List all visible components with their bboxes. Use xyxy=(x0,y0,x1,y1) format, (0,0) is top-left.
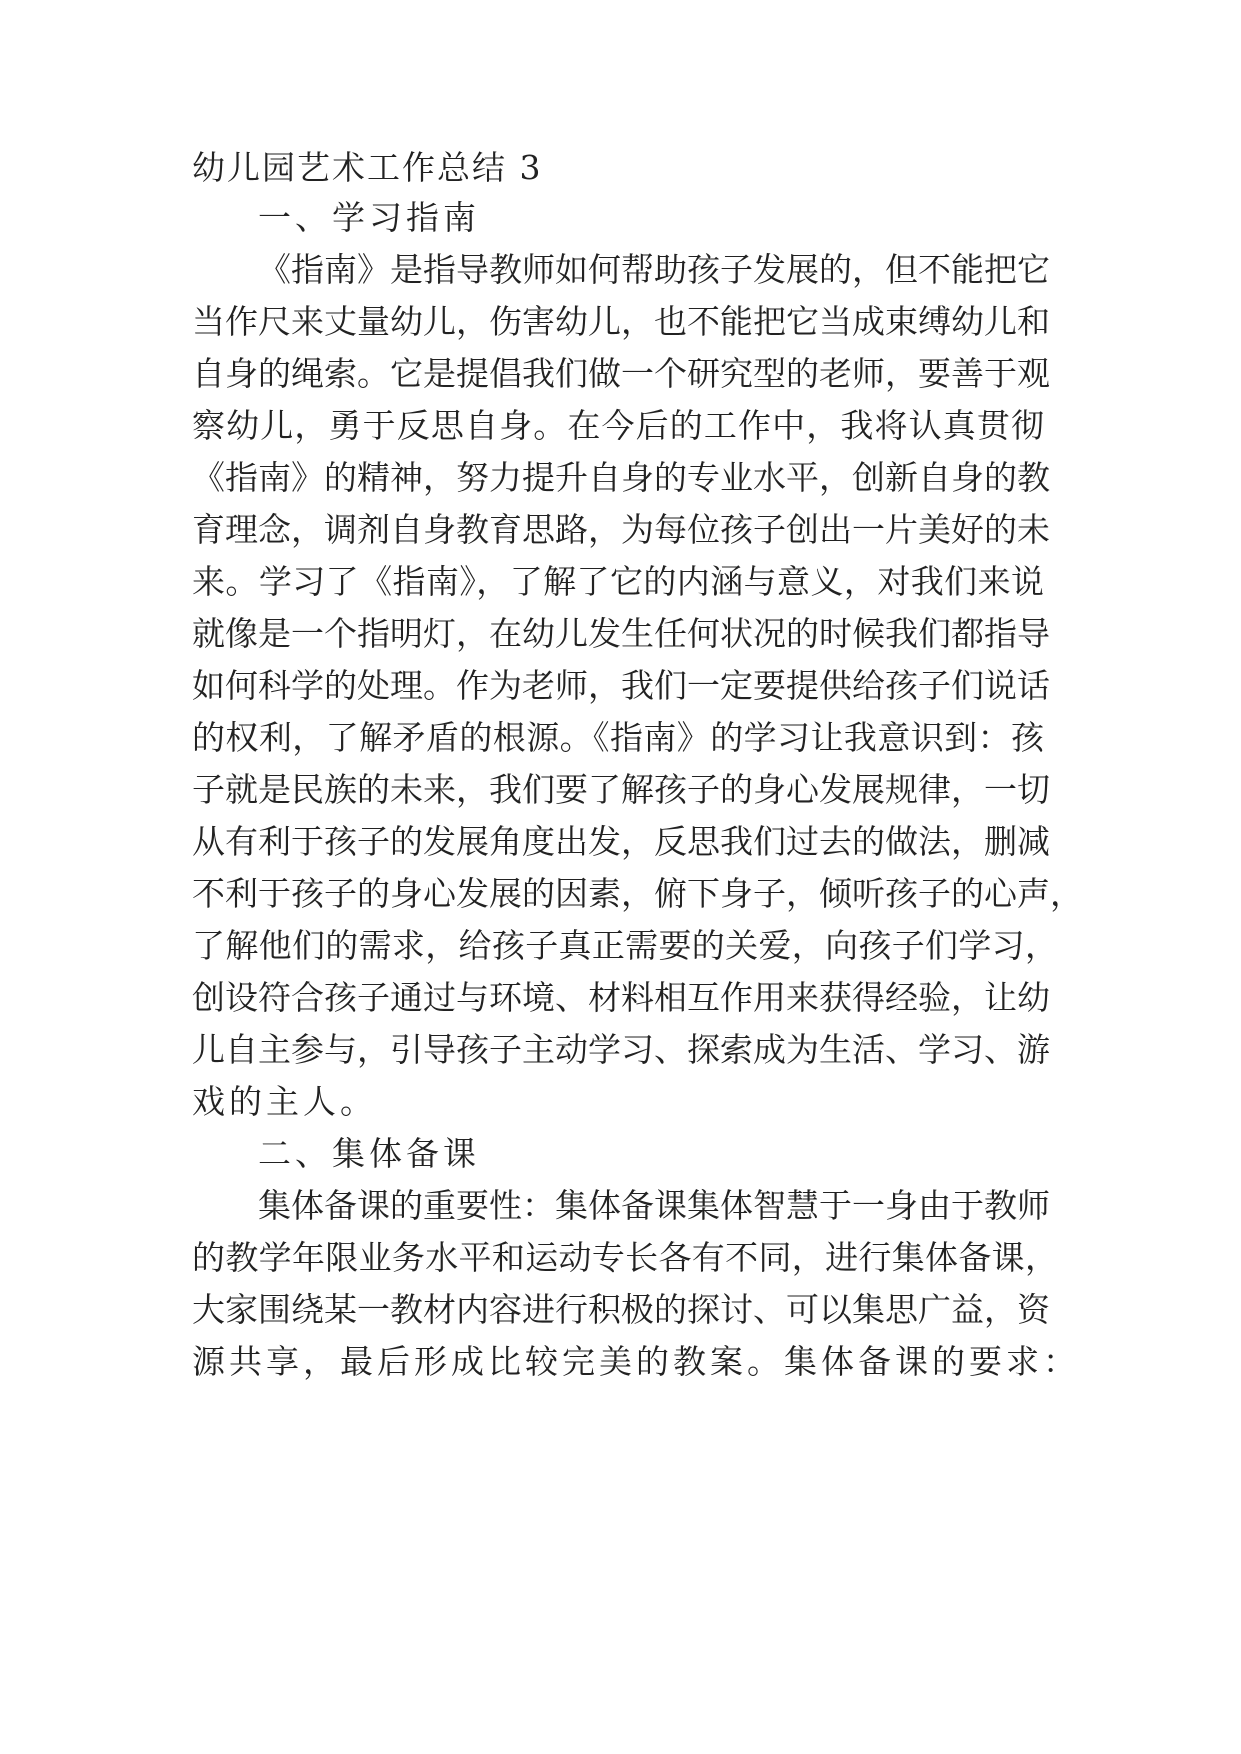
paragraph-line: 大家围绕某一教材内容进行积极的探讨、可以集思广益，资 xyxy=(192,1290,1050,1329)
paragraph-line: 《指南》是指导教师如何帮助孩子发展的，但不能把它 xyxy=(258,250,1050,289)
paragraph-line: 当作尺来丈量幼儿，伤害幼儿，也不能把它当成束缚幼儿和 xyxy=(192,302,1050,341)
paragraph-line: 不利于孩子的身心发展的因素，俯下身子，倾听孩子的心声， xyxy=(192,874,1083,913)
paragraph-line: 如何科学的处理。作为老师，我们一定要提供给孩子们说话 xyxy=(192,666,1050,705)
paragraph-line: 来。学习了《指南》，了解了它的内涵与意义，对我们来说 xyxy=(192,562,1044,601)
paragraph-line: 戏的主人。 xyxy=(192,1082,377,1121)
paragraph-line: 创设符合孩子通过与环境、材料相互作用来获得经验，让幼 xyxy=(192,978,1050,1017)
paragraph-line: 儿自主参与，引导孩子主动学习、探索成为生活、学习、游 xyxy=(192,1030,1050,1069)
document-title: 幼儿园艺术工作总结 3 xyxy=(192,148,543,187)
paragraph-line: 集体备课的重要性：集体备课集体智慧于一身由于教师 xyxy=(258,1186,1050,1225)
paragraph-line: 育理念，调剂自身教育思路，为每位孩子创出一片美好的未 xyxy=(192,510,1050,549)
paragraph-line: 自身的绳索。它是提倡我们做一个研究型的老师，要善于观 xyxy=(192,354,1050,393)
paragraph-line: 从有利于孩子的发展角度出发，反思我们过去的做法，删减 xyxy=(192,822,1050,861)
paragraph-line: 察幼儿，勇于反思自身。在今后的工作中，我将认真贯彻 xyxy=(192,406,1044,445)
paragraph-line: 源共享，最后形成比较完美的教案。集体备课的要求： xyxy=(192,1342,1080,1381)
paragraph-line: 的权利，了解矛盾的根源。《指南》的学习让我意识到：孩 xyxy=(192,718,1044,757)
paragraph-line: 就像是一个指明灯，在幼儿发生任何状况的时候我们都指导 xyxy=(192,614,1050,653)
paragraph-line: 了解他们的需求，给孩子真正需要的关爱，向孩子们学习， xyxy=(192,926,1058,965)
paragraph-line: 子就是民族的未来，我们要了解孩子的身心发展规律，一切 xyxy=(192,770,1050,809)
section-heading-1: 一、学习指南 xyxy=(258,198,480,237)
section-heading-2: 二、集体备课 xyxy=(258,1134,480,1173)
paragraph-line: 《指南》的精神，努力提升自身的专业水平，创新自身的教 xyxy=(192,458,1050,497)
paragraph-line: 的教学年限业务水平和运动专长各有不同，进行集体备课， xyxy=(192,1238,1058,1277)
